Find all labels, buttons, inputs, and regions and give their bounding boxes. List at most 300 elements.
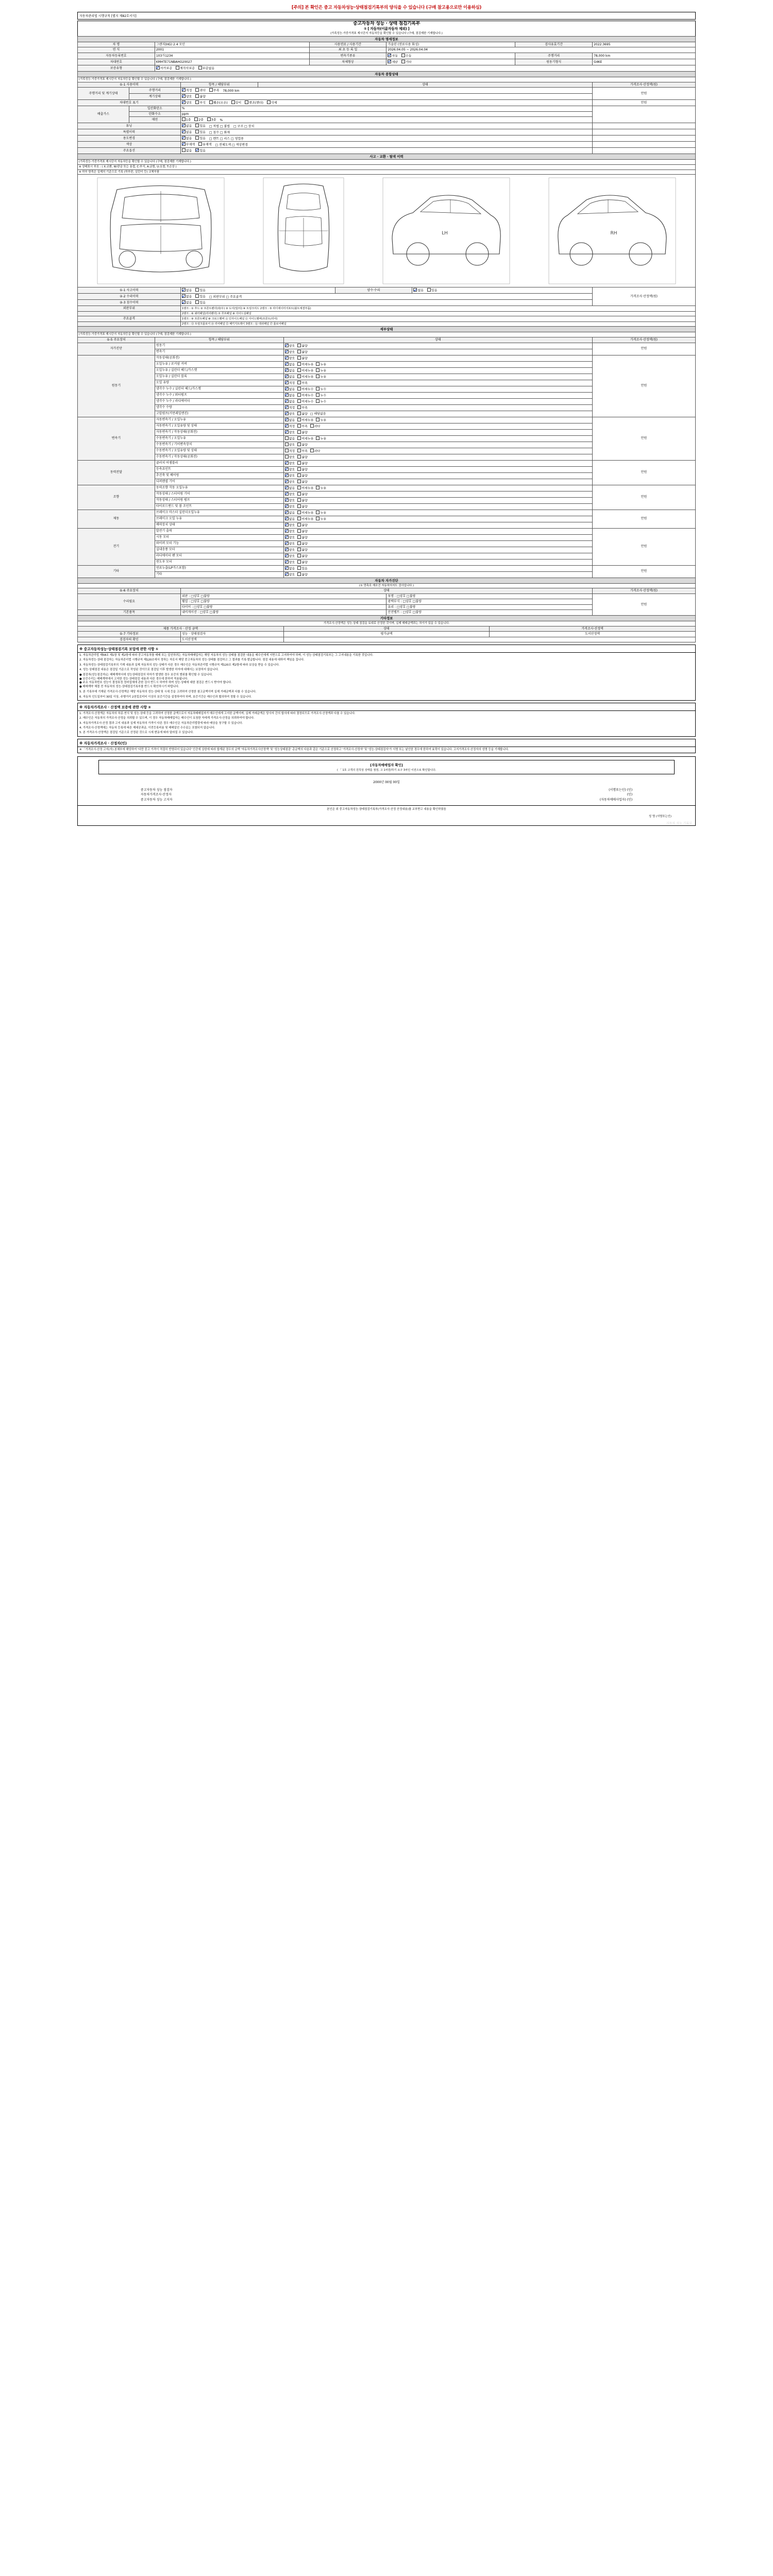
option-vin-good[interactable]: 양호: [182, 100, 192, 105]
option-engine-2-none[interactable]: 없음: [285, 368, 295, 373]
detail-item-steering-3: 타이로드엔드 및 볼 조인트: [155, 503, 283, 510]
accident-status-simple: [412, 287, 593, 294]
signature-section: [77, 756, 696, 826]
detail-item-trans-0: 자동변속기 / 오일누유: [155, 417, 283, 423]
detail-item-trans-2: 자동변속기 / 작동상태(공회전): [155, 429, 283, 435]
option-smoke-2[interactable]: 2종: [194, 117, 204, 122]
option-trans-3-leak[interactable]: 누유: [316, 436, 326, 441]
insurance-para-2: 3. 자동차가격조사·산정 결과 고지 내용과 실제 자동차의 가격이 다른 경우 매수인은 자동차관리법령에 따라 배상을 청구할 수 있습니다.: [79, 721, 243, 725]
option-trans-5-over[interactable]: 과다: [310, 449, 321, 453]
warranty-para-0: ※ 「가격조사·산정 고지(자) 본체부에 해당하여 '다만 중고 가격이 적절히 반영되어 있습니다' 인증에 상한에 따라 합계된 경우의 금액 '자동차가격조사산정액' 및 '성능상태점검' 총금액의 다음과 같은 기준으로 산정하고 '가격조사·산정자' 및 '성능·상태점검자'가 서명 또는 날인한 경우에 한하여 효력이 있습니다. 고지가격조사·산정자의 성명 등을 기재합니다.: [79, 748, 509, 751]
option-steering-1-bad[interactable]: 불량: [297, 492, 308, 497]
general-col-item: 항목 / 해당부위: [180, 82, 258, 88]
label-year: 연 식: [78, 47, 155, 53]
option-brake-2-good[interactable]: 양호: [285, 523, 295, 528]
option-brake-1-micro[interactable]: 미세누유: [297, 517, 313, 521]
option-steering-0-micro[interactable]: 미세누유: [297, 486, 313, 490]
detail-price-etc: 만원: [593, 565, 696, 578]
option-power-2-good[interactable]: 양호: [285, 473, 295, 478]
insurance-para-0: 1. 가격조사·산정액은 자동차의 차종·연식 및 성능·상태 등을 고려하여 산정한 금액으로서 자동차매매업자가 매수인에게 고지한 금액이며, 실제 거래금액은 당사자 간의 합의에 따라 결정되므로 가격조사·산정액과 다를 수 있습니다.: [79, 712, 356, 716]
guide-bullet-1: ● 보증수리는 매매계약에서 고지한 성능·상태점검 내용과 다른 경우에 한하여 적용됩니다.: [79, 677, 189, 681]
selfdiag-cell-1-0[interactable]: 휠얼 : □양호 □불량: [180, 599, 386, 605]
detail-item-engine-2: 오일누유 / 실린더 헤드/가스켓: [155, 367, 283, 374]
option-brake-1-leak[interactable]: 누유: [316, 517, 326, 521]
option-electric-1-bad[interactable]: 불량: [297, 535, 308, 540]
option-engine-6-micro[interactable]: 미세누수: [297, 393, 313, 398]
selfdiag-price: 만원: [593, 594, 696, 615]
accident-legend-line2: ※ 하부 항목은 실제의 기준으로 기록 (하부판, 실린더 등) 교체부품: [78, 170, 696, 175]
option-brake-2-bad[interactable]: 불량: [297, 523, 308, 528]
option-trans-1-ok[interactable]: 적정: [285, 424, 295, 429]
guide-section: [77, 645, 696, 701]
detail-status-trans-3: [283, 435, 592, 442]
option-electric-5-good[interactable]: 양호: [285, 560, 295, 565]
guide-title: ※ 중고자동차성능·상태점검기록 보업에 관한 사항 ①: [78, 645, 695, 653]
color-sub-1: □ 전체도색 □ 색상변경: [215, 143, 248, 147]
detail-item-trans-4: 수동변속기 / 기어변속장치: [155, 442, 283, 448]
general-item-smoke: 매연: [129, 117, 180, 123]
option-trans-3-micro[interactable]: 미세누유: [297, 436, 313, 441]
sign-row-0-right[interactable]: (서명또는인) (인): [609, 788, 633, 792]
general-price-vin: 만원: [593, 100, 696, 106]
selfdiag-note: (① 망측로 재조건 자동차의지도 검사입니다.): [78, 583, 696, 588]
label-vin: 차대번호: [78, 59, 155, 65]
sign-box-text: ( 「 1호 고객의 원칙상 상태를 점검, 고 1차원/하기 요구 3차인 이전으로 확인합니다.: [337, 768, 436, 772]
detail-col-item: 항목 / 해당부위: [155, 337, 283, 343]
option-electric-5-bad[interactable]: 불량: [297, 560, 308, 565]
general-item-co: 일산화탄소: [129, 106, 180, 112]
option-engine-1-leak[interactable]: 누유: [316, 362, 326, 367]
section-selfdiag-header: 자동차 자가진단: [78, 578, 696, 583]
detail-status-engine-4: [283, 380, 592, 386]
option-electric-0-bad[interactable]: 불량: [297, 529, 308, 534]
option-simple-yes[interactable]: 있음: [427, 288, 438, 293]
detail-item-power-3: 디퍼렌셜 기어: [155, 479, 283, 485]
option-brake-1-none[interactable]: 없음: [285, 517, 295, 521]
option-smoke-1[interactable]: 1종: [182, 117, 191, 122]
option-special-yes[interactable]: 있음: [195, 130, 206, 134]
option-trans-2-bad[interactable]: 불량: [297, 430, 308, 435]
option-trans-6-bad[interactable]: 불량: [297, 455, 308, 460]
detail-price-power: 만원: [593, 460, 696, 485]
detail-status-trans-0: [283, 417, 592, 423]
option-etc-1-bad[interactable]: 불량: [297, 572, 308, 577]
detail-status-trans-6: [283, 454, 592, 460]
detail-status-brake-2: [283, 522, 592, 528]
selfdiag-cell-1-1[interactable]: 광택부식 : □양호 □불량: [386, 599, 593, 605]
option-smoke-3[interactable]: 3종: [207, 117, 216, 122]
option-tuning-yes[interactable]: 있음: [195, 124, 206, 128]
option-engine-9-good[interactable]: 양호: [285, 412, 295, 416]
option-trans-6-good[interactable]: 양호: [285, 455, 295, 460]
general-item-hc: 탄화수소: [129, 111, 180, 117]
option-steering-1-good[interactable]: 양호: [285, 492, 295, 497]
detail-status-brake-0: [283, 510, 592, 516]
detail-item-electric-0: 발전기 출력: [155, 528, 283, 534]
page-subtitle: ① [ 자동차(이륜자동차 제외) ]: [363, 27, 410, 31]
option-body-other[interactable]: 기타: [401, 60, 412, 64]
car-diagram-side: [382, 177, 511, 285]
detail-item-electric-4: 라디에이터 팬 모터: [155, 553, 283, 559]
option-warranty-none[interactable]: 보증없음: [198, 66, 214, 71]
option-engine-2-micro[interactable]: 미세누유: [297, 368, 313, 373]
option-engine-6-leak[interactable]: 누수: [316, 393, 326, 398]
repair-sub: □ 외판부위 □ 주요골격: [209, 295, 242, 299]
option-power-1-good[interactable]: 양호: [285, 467, 295, 472]
selfdiag-cell-0-0[interactable]: 외판 : □양호 □불량: [180, 594, 386, 599]
option-mileage-under[interactable]: 부족: [209, 88, 220, 93]
option-engine-3-none[interactable]: 없음: [285, 375, 295, 379]
sign-final-line[interactable]: 성 명 (서명또는인): [648, 815, 671, 818]
option-flood-none[interactable]: 없음: [182, 300, 192, 305]
option-vin-altered[interactable]: 변조(변타): [245, 100, 263, 105]
value-trans-type: [386, 53, 515, 59]
general-co-value: %: [181, 107, 185, 110]
option-brake-0-none[interactable]: 없음: [285, 511, 295, 515]
option-engine-9-na: □ 해당없음: [310, 412, 326, 416]
option-electric-2-bad[interactable]: 불량: [297, 541, 308, 546]
guide-para-3: 4. 성능·상태점검 내용은 점검일 기준으로 작성된 것이므로 점검일 이후 발생한 하자에 대해서는 보장하지 않습니다.: [79, 668, 219, 671]
detail-item-engine-7: 냉각수 누수 / 라디에이터: [155, 398, 283, 404]
option-engine-1-none[interactable]: 없음: [285, 362, 295, 367]
label-fuel: 사용연료 / 사용기간: [309, 42, 386, 47]
accident-label-flood: ②-3 침수이력: [78, 300, 181, 306]
option-vin-deleted[interactable]: 삭제: [267, 100, 277, 105]
option-steering-2-good[interactable]: 양호: [285, 498, 295, 503]
guide-bullet-2: ● 주요 자동차번호 성능이 결정표정 정비업체에 관한 검사 반드시 하여야 하며 성능·상태에 대한 점검은 반드시 받아야 합니다.: [79, 681, 232, 685]
detail-status-power-3: [283, 479, 592, 485]
option-accident-none[interactable]: 없음: [182, 288, 192, 293]
label-reg-number: 자동차등록번호: [78, 53, 155, 59]
detail-price-steering: 만원: [593, 485, 696, 510]
detail-item-trans-6: 수동변속기 / 작동상태(공회전): [155, 454, 283, 460]
general-price-mileage: 만원: [593, 88, 696, 100]
option-tuning-none[interactable]: 없음: [182, 124, 192, 128]
detail-col-status: 상태: [283, 337, 592, 343]
detail-status-etc-0: [283, 565, 592, 571]
option-engine-3-micro[interactable]: 미세누유: [297, 375, 313, 379]
section-other-header: 기타정보: [78, 615, 696, 621]
option-trans-1-over[interactable]: 과다: [310, 424, 321, 429]
option-options-none[interactable]: 없음: [182, 148, 192, 153]
detail-group-power: 동력전달: [78, 460, 155, 485]
option-engine-7-micro[interactable]: 미세누수: [297, 399, 313, 404]
detail-item-power-1: 등속죠인트: [155, 466, 283, 472]
option-trans-2-good[interactable]: 양호: [285, 430, 295, 435]
car-diagram-group: [78, 175, 695, 287]
option-special-none[interactable]: 없음: [182, 130, 192, 134]
detail-item-trans-3: 수동변속기 / 오일누유: [155, 435, 283, 442]
option-engine-3-leak[interactable]: 누유: [316, 375, 326, 379]
option-options-yes[interactable]: 있음: [195, 148, 206, 153]
option-trans-3-none[interactable]: 없음: [285, 436, 295, 441]
selfdiag-cell-2-0[interactable]: 타이어 : □양호 □불량: [180, 604, 386, 610]
general-price-emission: [593, 106, 696, 123]
option-electric-3-bad[interactable]: 불량: [297, 548, 308, 552]
detail-item-engine-3: 오일누유 / 실린더 블록: [155, 374, 283, 380]
label-mileage: 주행거리: [515, 53, 593, 59]
option-trans-0-micro[interactable]: 미세누유: [297, 418, 313, 422]
scope-note: (가족성능·가중가격표 제시단지 자동차등을 확인할 수 있습니다 (구매, 점검제한 기재합니다.): [330, 32, 443, 35]
option-engine-4-ok[interactable]: 적정: [285, 381, 295, 385]
option-selfdiag-0-bad[interactable]: 불량: [297, 344, 308, 348]
selfdiag-cell-0-1[interactable]: 투명 : □양호 □불량: [386, 594, 593, 599]
section-vehicle-info-header: 자동차 명세정보: [78, 36, 696, 42]
option-electric-1-good[interactable]: 양호: [285, 535, 295, 540]
option-trans-4-good[interactable]: 양호: [285, 443, 295, 447]
caption-hdr-2: 가격조사·산정액: [490, 626, 696, 632]
detail-item-power-0: 클러치 어셈블리: [155, 460, 283, 466]
general-group-options: 주요옵션: [78, 148, 181, 154]
general-smoke-value: %: [220, 118, 223, 122]
option-power-0-good[interactable]: 양호: [285, 461, 295, 466]
option-brake-0-leak[interactable]: 누유: [316, 511, 326, 515]
option-color-chroma[interactable]: 유채색: [198, 142, 211, 147]
detail-status-electric-1: [283, 534, 592, 540]
other-blank-cell: [283, 637, 695, 642]
accident-sub-desc-2: 1랭크 : ⑨ 프론트패널 ⑩ 크로스멤버 ⑪ 인사이드패널 ⑫ 사이드멤버(프론트/리어): [180, 316, 695, 322]
detail-status-trans-5: [283, 448, 592, 454]
option-usechange-none[interactable]: 없음: [182, 136, 192, 141]
detail-group-engine: 원동기: [78, 355, 155, 417]
tuning-sub-1: □ 적법 □ 불법: [209, 124, 230, 128]
form-reference-note: 자동차관리법 시행규칙 [별지 제82호서식]: [77, 12, 696, 20]
caption-title: 제품 가격조사 · 산정 금액: [78, 626, 284, 632]
sign-box-title: [자동차매매업자 확인]: [370, 762, 403, 767]
general-status-usechange: [180, 135, 592, 142]
option-engine-0-good[interactable]: 양호: [285, 356, 295, 361]
detail-status-trans-1: [283, 423, 592, 429]
option-engine-4-low[interactable]: 부족: [297, 381, 308, 385]
option-power-0-bad[interactable]: 불량: [297, 461, 308, 466]
accident-label-simple: 양수·수리: [335, 287, 412, 294]
option-power-3-bad[interactable]: 불량: [297, 480, 308, 484]
option-trans-5-ok[interactable]: 적정: [285, 449, 295, 453]
general-hc-value: ppm: [181, 112, 189, 116]
accident-sub-desc-1: 2랭크 : ⑥ 쿼터패널(리어펜더) ⑦ 루프패널 ⑧ 사이드실패널: [180, 311, 695, 316]
option-steering-0-leak[interactable]: 누유: [316, 486, 326, 490]
guide-para-5: 6. 자동차 인도일부터 30일 이상, 주행거리 2천킬로미터 이상의 보증기간을 설정하여야 하며, 보증기간은 매수인과 협의하여 정할 수 있습니다.: [79, 695, 252, 699]
option-trans-auto[interactable]: 자동: [388, 54, 398, 58]
detail-price-trans: 만원: [593, 417, 696, 460]
option-warranty-maker[interactable]: 제작사보증: [176, 66, 195, 71]
detail-status-trans-2: [283, 429, 592, 435]
detail-status-electric-5: [283, 559, 592, 565]
detail-group-trans: 변속기: [78, 417, 155, 460]
detail-item-electric-1: 시동 모터: [155, 534, 283, 540]
option-vin-diff[interactable]: 상이: [231, 100, 242, 105]
option-gauge-good[interactable]: 양호: [182, 94, 192, 99]
detail-status-etc-1: [283, 571, 592, 578]
option-mileage-ok[interactable]: 적정: [182, 88, 192, 93]
value-reg-number: 103가1234: [155, 53, 309, 59]
sign-final-note: 본인은 위 중고자동차성능·상태점검기록부(가격조사·산정 산정내용)를 교부받고 내용을 확인하였음: [327, 808, 446, 811]
detail-status-engine-1: [283, 361, 592, 367]
option-repair-yes[interactable]: 있음: [195, 294, 206, 299]
option-engine-2-leak[interactable]: 누유: [316, 368, 326, 373]
detail-item-brake-1: 브레이크 오일 누유: [155, 516, 283, 522]
insurance-para-1: 2. 매수인은 자동차의 가격조사·산정을 의뢰할 수 있으며, 이 경우 자동차매매업자는 매수인이 요청한 자에게 가격조사·산정을 의뢰하여야 합니다.: [79, 717, 255, 720]
detail-status-electric-4: [283, 553, 592, 559]
detail-col-group: ①-5 주요장치: [78, 337, 155, 343]
option-accident-yes[interactable]: 있음: [195, 288, 206, 293]
section-detail-header: 세부상태: [78, 327, 696, 332]
option-engine-5-leak[interactable]: 누수: [316, 387, 326, 392]
detail-group-brake: 제동: [78, 510, 155, 528]
general-price-color: [593, 142, 696, 148]
option-engine-0-bad[interactable]: 불량: [297, 356, 308, 361]
option-power-3-good[interactable]: 양호: [285, 480, 295, 484]
guide-para-4: 5. 본 기록부에 기재된 가격조사·산정액은 해당 자동차의 성능·상태 및 시세 등을 고려하여 산정한 참고금액이며 실제 거래금액과 다를 수 있습니다.: [79, 690, 257, 694]
general-note: (가족성능·가중가격표 제시단지 자동차등을 확인할 수 있습니다 (구매, 점검제한 기재합니다.): [78, 77, 696, 82]
sign-watermark: 자동차 성능 기록부: [666, 821, 692, 825]
sign-row-1-left: 자동차가격조사·산정자: [140, 793, 172, 797]
selfdiag-cell-3-0[interactable]: 내비게이션 : □양호 □불량: [180, 610, 386, 616]
detail-status-electric-2: [283, 540, 592, 547]
general-status-co: [180, 106, 592, 112]
option-selfdiag-0-good[interactable]: 양호: [285, 344, 295, 348]
svg-text:RH: RH: [610, 231, 617, 236]
detail-group-electric: 전기: [78, 528, 155, 565]
option-electric-2-good[interactable]: 양호: [285, 541, 295, 546]
option-electric-4-bad[interactable]: 불량: [297, 554, 308, 558]
option-engine-9-bad[interactable]: 불량: [297, 412, 308, 416]
option-engine-5-micro[interactable]: 미세누수: [297, 387, 313, 392]
detail-note: (가족성능·가중가격표 제시단지 자동차등을 확인할 수 있습니다 (구매, 점검제한 기재합니다.): [78, 332, 696, 337]
option-color-none[interactable]: 무채색: [182, 142, 195, 147]
selfdiag-item-repair: 수리필요: [78, 594, 181, 610]
guide-para-1: 2. 자동차성능·상태 점검자는 자동차관리법 시행규칙 제120조에서 정하는 자로서 해당 중고자동차의 성능·상태를 점검하고 그 결과를 기록·발급합니다. 점검 내용에 대하여 책임을 집니다.: [79, 658, 305, 662]
option-engine-7-leak[interactable]: 누수: [316, 399, 326, 404]
option-body-sedan[interactable]: 세단: [388, 60, 398, 64]
option-repair-none[interactable]: 없음: [182, 294, 192, 299]
tuning-sub-2: □ 구조 □ 장치: [233, 124, 255, 128]
option-vin-damage[interactable]: 훼손(오손): [209, 100, 228, 105]
other-footer-note: 가격조사·산정액은 성능·상태 점검을 토대로 산정한 것이며, 실제 매매금액과는 차이가 있을 수 있습니다.: [78, 621, 696, 626]
accident-label-history: ①-1 사고이력: [78, 287, 181, 294]
option-trans-manual[interactable]: 수동: [401, 54, 412, 58]
detail-status-electric-3: [283, 547, 592, 553]
detail-price-engine: 만원: [593, 355, 696, 417]
selfdiag-col-price: 가격조사·산정액(원): [593, 588, 696, 594]
option-electric-0-good[interactable]: 양호: [285, 529, 295, 534]
detail-item-brake-0: 브레이크 마스터 실린더오일누유: [155, 510, 283, 516]
option-usechange-yes[interactable]: 있음: [195, 136, 206, 141]
detail-item-power-2: 추진축 및 베어링: [155, 472, 283, 479]
svg-text:LH: LH: [442, 231, 448, 236]
accident-legend-line1: ※ 상태표시 부호 : ( X:교환, W:판금 또는 용접, C:부식, A:긁힘, U:요철, T:손상 ): [78, 164, 696, 170]
detail-status-trans-4: [283, 442, 592, 448]
insurance-section: [77, 703, 696, 736]
general-col-price: 가격조사·산정액(원): [593, 82, 696, 88]
accident-sub-label-3: [78, 321, 181, 327]
option-etc-0-none[interactable]: 없음: [285, 566, 295, 571]
detail-item-trans-1: 자동변속기 / 오일유량 및 상태: [155, 423, 283, 429]
option-brake-0-micro[interactable]: 미세누유: [297, 511, 313, 515]
detail-item-steering-0: 동력조향 작동 오일누유: [155, 485, 283, 491]
label-first-reg: 최 초 등 록 일: [309, 47, 386, 53]
selfdiag-cell-3-1[interactable]: 안전벨트 : □양호 □불량: [386, 610, 593, 616]
car-diagram-front: [96, 177, 225, 285]
label-warranty-type: 보증유형: [78, 65, 155, 71]
selfdiag-col-group: ①-6 주요장치: [78, 588, 181, 594]
detail-price-electric: 만원: [593, 528, 696, 565]
option-selfdiag-1-good[interactable]: 양호: [285, 350, 295, 354]
option-electric-4-good[interactable]: 양호: [285, 554, 295, 558]
general-price-options: [593, 148, 696, 154]
detail-status-power-2: [283, 472, 592, 479]
value-year: 2001: [155, 47, 309, 53]
accident-sub-desc-3: 2랭크 : ⑬ 트렁크플로어 ⑭ 리어패널 ⑮ 패키지트레이 3랭크 : ⑯ 데쉬패널 ⑰ 플로어패널: [180, 321, 695, 327]
option-engine-5-none[interactable]: 없음: [285, 387, 295, 392]
option-trans-1-low[interactable]: 부족: [297, 424, 308, 429]
option-power-2-bad[interactable]: 불량: [297, 473, 308, 478]
option-mileage-over[interactable]: 과다: [195, 88, 206, 93]
car-diagram-rear: [548, 177, 677, 285]
detail-item-electric-3: 실내송풍 모터: [155, 547, 283, 553]
detail-status-steering-3: [283, 503, 592, 510]
option-engine-6-none[interactable]: 없음: [285, 393, 295, 398]
option-trans-5-low[interactable]: 부족: [297, 449, 308, 453]
sign-row-2-right[interactable]: (자동차매매사업자) (인): [599, 798, 633, 802]
accident-sub-label-2: 주요골격: [78, 316, 181, 322]
option-simple-none[interactable]: 없음: [413, 288, 424, 293]
option-steering-3-bad[interactable]: 불량: [297, 504, 308, 509]
option-engine-8-ok[interactable]: 적정: [285, 405, 295, 410]
option-engine-1-micro[interactable]: 미세누유: [297, 362, 313, 367]
option-steering-3-good[interactable]: 양호: [285, 504, 295, 509]
general-group-emission: 배출가스: [78, 106, 129, 123]
insurance-title: ※ 자동차가격조사 · 산정액 보증에 관한 사항 ②: [78, 703, 695, 711]
general-item-gauge: 계기상태: [129, 94, 180, 100]
detail-group-selfdiag: 자가진단: [78, 343, 155, 355]
general-status-options: [180, 148, 592, 154]
option-steering-0-none[interactable]: 없음: [285, 486, 295, 490]
option-power-1-bad[interactable]: 불량: [297, 467, 308, 472]
option-trans-4-bad[interactable]: 불량: [297, 443, 308, 447]
detail-status-engine-0: [283, 355, 592, 361]
detail-item-electric-2: 와이퍼 모터 기능: [155, 540, 283, 547]
selfdiag-cell-2-1[interactable]: 유리 : □양호 □불량: [386, 604, 593, 610]
usechange-sub-1: □ 렌트 □ 리스 □ 영업용: [209, 137, 244, 141]
option-trans-0-none[interactable]: 없음: [285, 418, 295, 422]
general-group-vin: 차대번호 표기: [78, 100, 181, 106]
option-electric-3-good[interactable]: 양호: [285, 548, 295, 552]
option-trans-0-leak[interactable]: 누유: [316, 418, 326, 422]
value-first-reg: 2026.04.05 ~ 2026.04.04: [386, 47, 696, 53]
option-engine-7-none[interactable]: 없음: [285, 399, 295, 404]
detail-status-engine-5: [283, 386, 592, 392]
general-mileage-value: 78,000 km: [223, 89, 240, 93]
option-steering-2-bad[interactable]: 불량: [297, 498, 308, 503]
option-engine-8-low[interactable]: 부족: [297, 405, 308, 410]
detail-status-power-0: [283, 460, 592, 466]
general-status-hc: [180, 111, 592, 117]
label-car-name: 차 명: [78, 42, 155, 47]
option-etc-1-good[interactable]: 양호: [285, 572, 295, 577]
sign-row-1-right[interactable]: (인): [627, 793, 633, 797]
detail-status-steering-0: [283, 485, 592, 491]
general-price-special: [593, 129, 696, 135]
option-etc-0-yes[interactable]: 있음: [297, 566, 308, 571]
option-gauge-bad[interactable]: 불량: [195, 94, 206, 99]
option-flood-yes[interactable]: 있음: [195, 300, 206, 305]
option-selfdiag-1-bad[interactable]: 불량: [297, 350, 308, 354]
label-engine-type: 원동기형식: [515, 59, 593, 65]
option-warranty-self[interactable]: 자가보증: [156, 66, 172, 71]
option-vin-corrosion[interactable]: 부식: [195, 100, 206, 105]
detail-item-selfdiag-1: 변속기: [155, 349, 283, 355]
